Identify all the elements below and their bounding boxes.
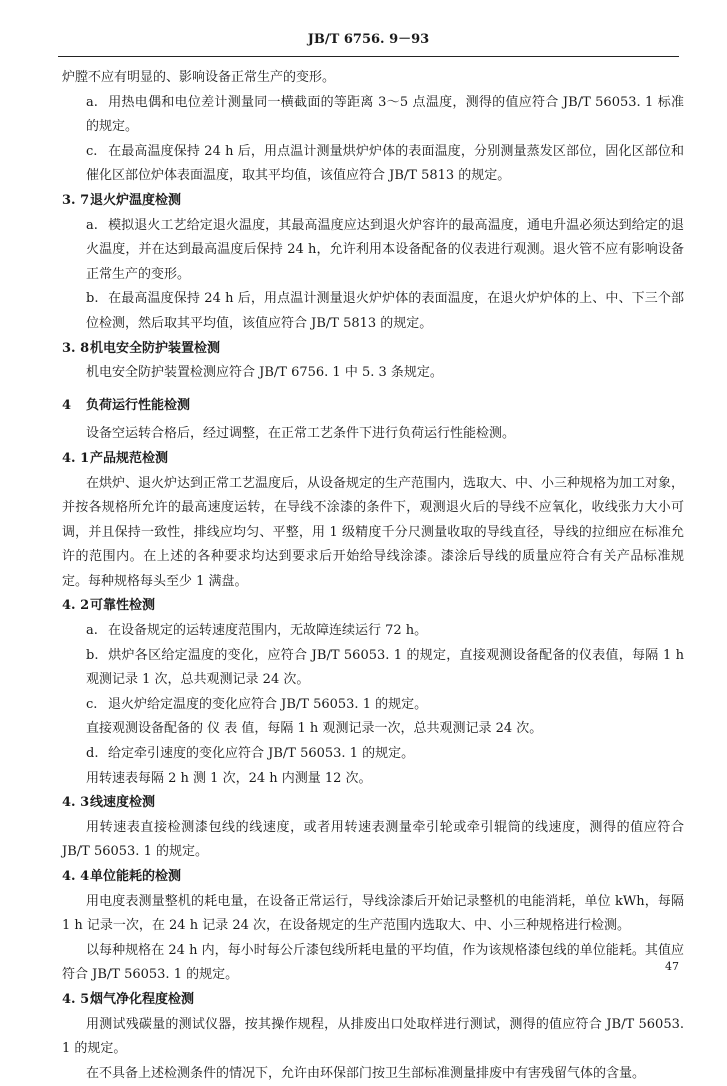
paragraph: 以每种规格在 24 h 内，每小时每公斤漆包线所耗电量的平均值，作为该规格漆包线的单位能耗。其值应符合 JB/T 56053. 1 的规定。	[62, 942, 684, 983]
paragraph: 用电度表测量整机的耗电量，在设备正常运行，导线涂漆后开始记录整机的电能消耗，单位 kWh，每隔 1 h 记录一次，在 24 h 记录 24 次，在设备规定的生产范围内选取大、中、小三种规格进行检测。	[62, 893, 684, 934]
section-heading: 4. 3线速度检测	[62, 795, 156, 811]
header-rule	[58, 56, 679, 57]
paragraph: 机电安全防护装置检测应符合 JB/T 6756. 1 中 5. 3 条规定。	[86, 365, 443, 381]
section-heading: 4. 5烟气净化程度检测	[62, 991, 195, 1007]
list-item: a. 模拟退火工艺给定退火温度，其最高温度应达到退火炉容许的最高温度，通电升温必须达到给定的退火温度，并在达到最高温度后保持 24 h，允许利用本设备配备的仪表进行观测。退火管不应有影响设备正常生产的变形。	[86, 217, 684, 282]
page-number: 47	[665, 960, 679, 973]
list-item: a. 在设备规定的运转速度范围内，无故障连续运行 72 h。	[86, 623, 428, 639]
section-heading: 3. 8机电安全防护装置检测	[62, 340, 221, 356]
section-heading: 4. 2可靠性检测	[62, 598, 156, 614]
section-heading: 4. 1产品规范检测	[62, 450, 169, 466]
list-item: b. 在最高温度保持 24 h 后，用点温计测量退火炉炉体的表面温度，在退火炉炉体的上、中、下三个部位检测，然后取其平均值，该值应符合 JB/T 5813 的规定。	[86, 291, 684, 331]
doc-header: JB/T 6756. 9－93	[307, 32, 430, 47]
list-item: b. 烘炉各区给定温度的变化，应符合 JB/T 56053. 1 的规定，直接观测设备配备的仪表值，每隔 1 h 观测记录 1 次，总共观测记录 24 次。	[86, 647, 684, 688]
paragraph: 用测试残碳量的测试仪器，按其操作规程，从排废出口处取样进行测试，测得的值应符合 JB/T 56053. 1 的规定。	[62, 1016, 684, 1057]
page-body	[62, 66, 684, 1086]
paragraph: 用转速表直接检测漆包线的线速度，或者用转速表测量牵引轮或牵引辊筒的线速度，测得的值应符合 JB/T 56053. 1 的规定。	[62, 819, 684, 860]
paragraph: 用转速表每隔 2 h 测 1 次，24 h 内测量 12 次。	[86, 770, 372, 786]
paragraph: 设备空运转合格后，经过调整，在正常工艺条件下进行负荷运行性能检测。	[86, 426, 516, 442]
paragraph: 直接观测设备配备的 仪 表 值，每隔 1 h 观测记录一次，总共观测记录 24 次。	[86, 721, 543, 737]
section-heading: 4. 4单位能耗的检测	[62, 869, 182, 884]
list-item: a. 用热电偶和电位差计测量同一横截面的等距离 3～5 点温度，测得的值应符合 JB/T 56053. 1 标准的规定。	[86, 94, 684, 135]
section-heading: 3. 7退火炉温度检测	[62, 192, 182, 208]
list-item: c. 在最高温度保持 24 h 后，用点温计测量烘炉炉体的表面温度，分别测量蒸发区部位，固化区部位和催化区部位炉体表面温度，取其平均值，该值应符合 JB/T 5813 的规定。	[86, 143, 684, 184]
list-item: c. 退火炉给定温度的变化应符合 JB/T 56053. 1 的规定。	[86, 696, 428, 712]
list-item: d. 给定牵引速度的变化应符合 JB/T 56053. 1 的规定。	[86, 746, 415, 762]
paragraph: 炉膛不应有明显的、影响设备正常生产的变形。	[62, 70, 336, 85]
chapter-heading: 4 负荷运行性能检测	[62, 397, 191, 413]
paragraph: 在不具备上述检测条件的情况下，允许由环保部门按卫生部标准测量排废中有害残留气体的含量。	[86, 1065, 646, 1081]
paragraph: 在烘炉、退火炉达到正常工艺温度后，从设备规定的生产范围内，选取大、中、小三种规格为加工对象，并按各规格所允许的最高速度运转，在导线不涂漆的条件下，观测退火后的导线不应氧化，收线张力大小可调，并且保持一致性，排线应均匀、平整，用 1 级精度千分尺测量收取的导线直径，导线的拉细应在标准允许的范围内。在上述的各种要求均达到要求后开始给导线涂漆。漆涂后导线的质量应符合有关产品标准规定。每种规格每头至少 1 满盘。	[62, 475, 685, 589]
